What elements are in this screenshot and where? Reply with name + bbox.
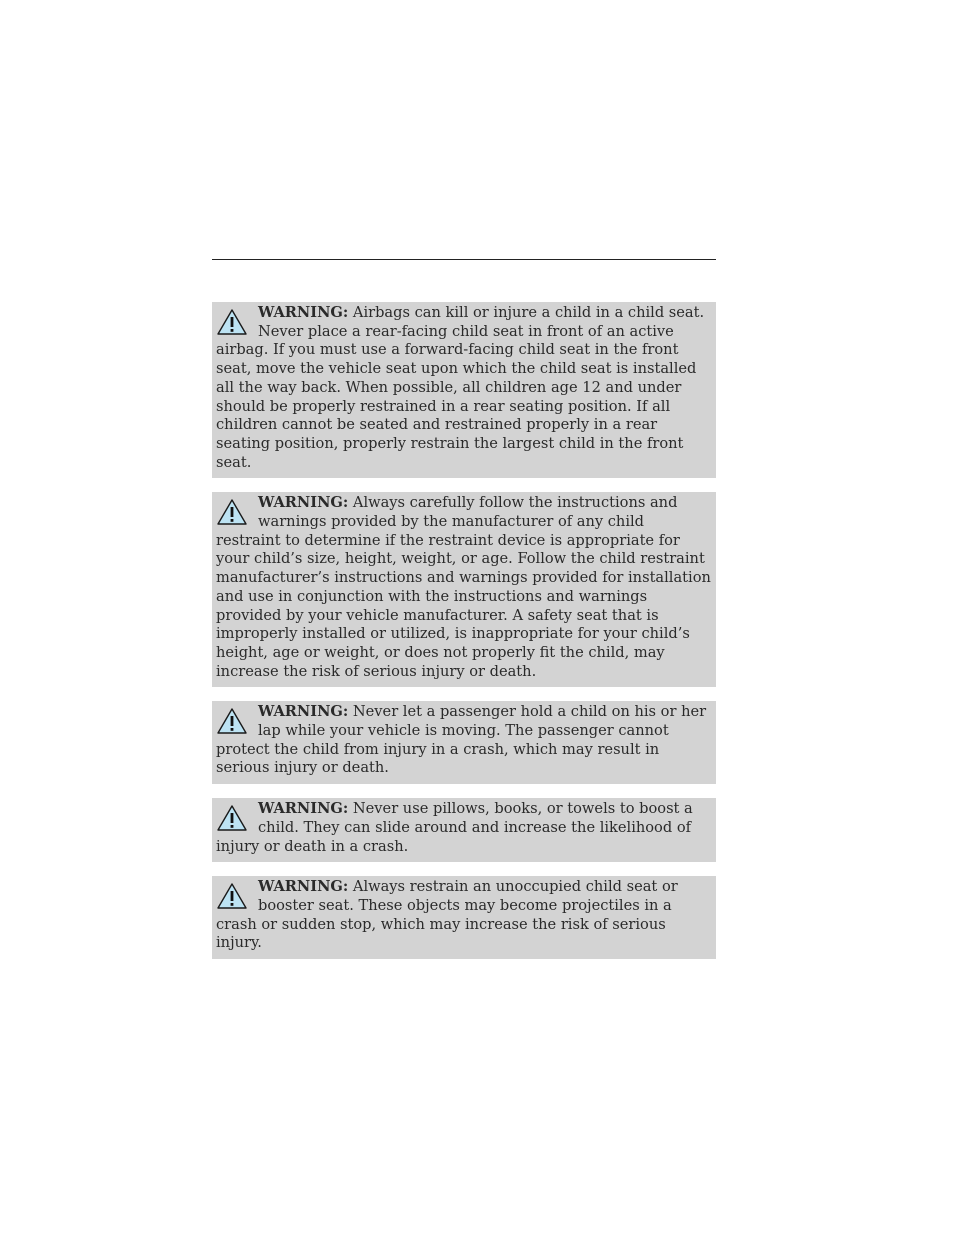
warning-label: WARNING: <box>258 304 349 321</box>
warning-triangle-icon <box>216 882 252 912</box>
warning-label: WARNING: <box>258 800 349 818</box>
warning-text: Always carefully follow the instructions and warnings provided by the manufacturer of any child restraint to determine if the restraint device is appropriate for your child’s size, height, weight, or age. Follow the child restraint manufacturer’s instructions and warnings provided for installation and use in conjunction with the instructions and warnings provided by your vehicle manufacturer. A safety seat that is improperly installed or utilized, is inappropriate for your child’s height, age or weight, or does not properly fit the child, may increase the risk of serious injury or death. <box>216 494 711 680</box>
warning-box-airbags <box>212 302 716 478</box>
warning-label: WARNING: <box>258 703 349 721</box>
warnings-list <box>212 302 716 973</box>
warning-triangle-icon <box>216 804 252 834</box>
warning-text: Always restrain an unoccupied child seat or booster seat. These objects may become projectiles in a crash or sudden stop, which may increase the risk of serious injury. <box>216 878 678 952</box>
warning-triangle-icon <box>216 308 252 338</box>
warning-text: Never let a passenger hold a child on his or her lap while your vehicle is moving. The passenger cannot protect the child from injury in a crash, which may result in serious injury or death. <box>216 703 707 777</box>
warning-triangle-icon <box>216 707 252 737</box>
warning-box-pillows <box>212 798 716 862</box>
warning-box-manufacturer-instructions <box>212 492 716 687</box>
warning-triangle-icon <box>216 498 252 528</box>
warning-box-unoccupied-seat <box>212 876 716 959</box>
warning-box-lap <box>212 701 716 784</box>
warning-label: WARNING: <box>258 878 349 896</box>
warning-label: WARNING: <box>258 494 349 512</box>
warning-text: Airbags can kill or injure a child in a child seat. Never place a rear-facing child seat in front of an active airbag. If you must use a forward-facing child seat in the front seat, move the vehicle seat upon which the child seat is installed all the way back. When possible, all children age 12 and under should be properly restrained in a rear seating position. If all children cannot be seated and restrained properly in a rear seating position, properly restrain the largest child in the front seat. <box>216 304 705 471</box>
warning-text: Never use pillows, books, or towels to boost a child. They can slide around and increase the likelihood of injury or death in a crash. <box>216 800 693 855</box>
header-rule <box>212 259 716 260</box>
